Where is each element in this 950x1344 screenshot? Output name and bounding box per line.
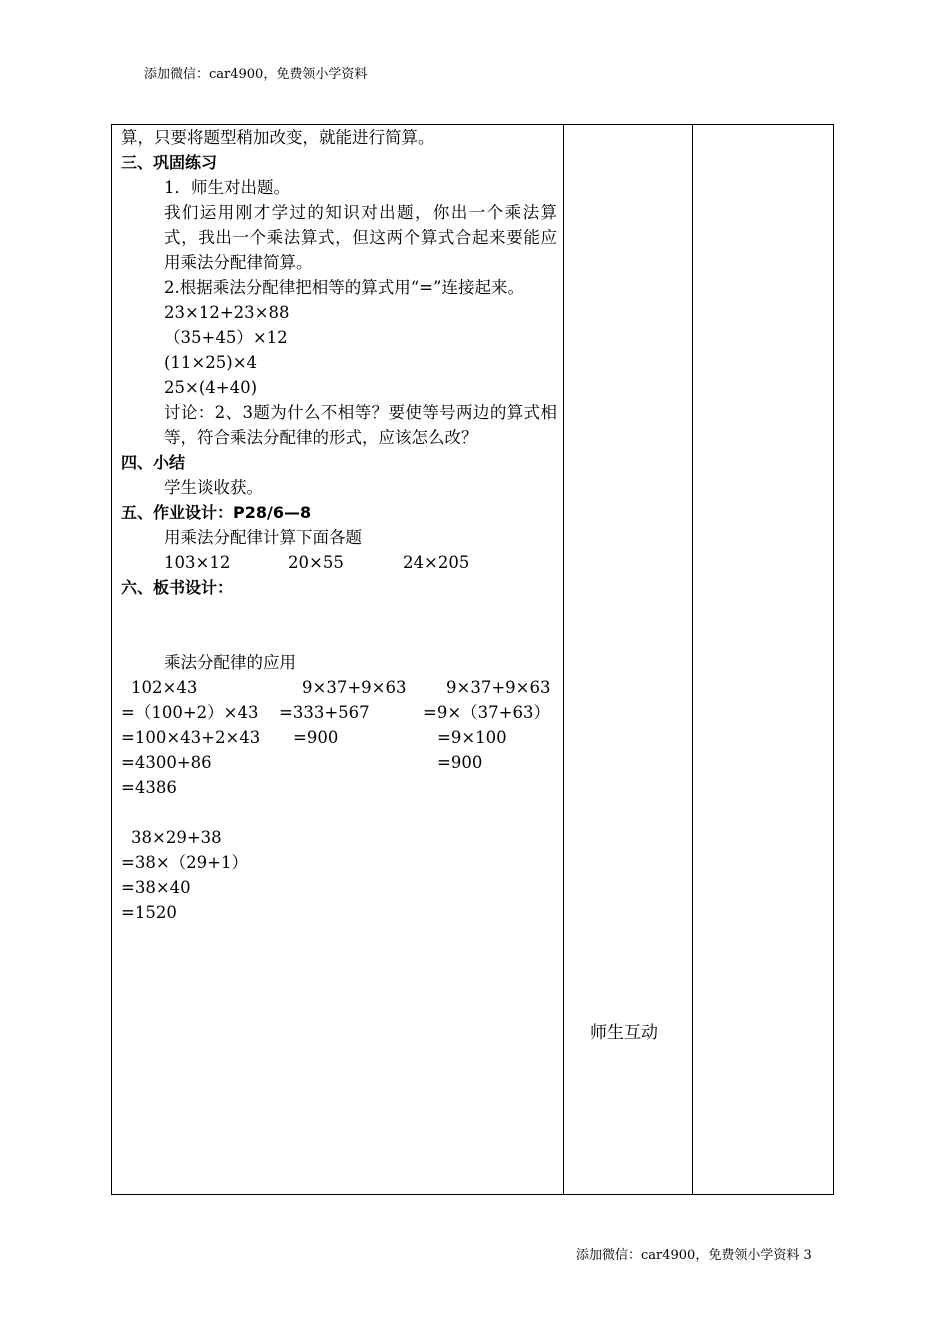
board-cell: =（100+2）×43 [121, 703, 259, 722]
section-heading-board: 六、板书设计： [121, 578, 234, 597]
paragraph: 我们运用刚才学过的知识对出题，你出一个乘法算式，我出一个乘法算式，但这两个算式合起来要能应用乘法分配律简算。 [164, 203, 557, 272]
expression: 25×(4+40) [164, 378, 258, 397]
paragraph: 2.根据乘法分配律把相等的算式用“=”连接起来。 [164, 278, 524, 297]
discussion-paragraph: 讨论：2、3题为什么不相等？要使等号两边的算式相等，符合乘法分配律的形式，应该怎么改？ [164, 403, 557, 447]
board-row [121, 675, 557, 700]
board2-line: 38×29+38 [131, 828, 222, 847]
paragraph: 学生谈收获。 [164, 478, 263, 497]
section-heading-practice: 三、巩固练习 [121, 153, 218, 172]
board2-line: =1520 [121, 903, 177, 922]
homework-item: 103×12 [164, 553, 231, 572]
board-cell: 9×37+9×63 [302, 678, 407, 697]
board-cell: =900 [293, 728, 339, 747]
board-row [121, 725, 557, 750]
board-cell: =100×43+2×43 [121, 728, 261, 747]
side-note: 师生互动 [590, 1023, 658, 1043]
footer-note: 添加微信：car4900，免费领小学资料 3 [576, 1248, 812, 1263]
board-cell: =9×（37+63） [423, 703, 550, 722]
expression: （35+45）×12 [164, 328, 288, 347]
board2-line: =38×（29+1） [121, 853, 248, 872]
homework-row [121, 550, 557, 575]
board-cell: =4300+86 [121, 753, 212, 772]
board-title: 乘法分配律的应用 [164, 653, 296, 672]
board-row [121, 775, 557, 800]
paragraph: 1．师生对出题。 [164, 178, 290, 197]
paragraph: 用乘法分配律计算下面各题 [164, 528, 362, 547]
board-cell: 102×43 [131, 678, 198, 697]
column-divider [563, 125, 564, 1194]
expression: 23×12+23×88 [164, 303, 290, 322]
board-cell: =9×100 [437, 728, 507, 747]
lesson-content-cell [121, 125, 557, 925]
board-row [121, 700, 557, 725]
section-heading-summary: 四、小结 [121, 453, 186, 472]
header-note: 添加微信：car4900，免费领小学资料 [144, 67, 368, 82]
expression: (11×25)×4 [164, 353, 258, 372]
continued-text: 算，只要将题型稍加改变，就能进行简算。 [121, 128, 435, 147]
board-row [121, 750, 557, 775]
board-cell: =333+567 [279, 703, 370, 722]
board2-line: =38×40 [121, 878, 191, 897]
section-heading-homework: 五、作业设计：P28/6—8 [121, 503, 312, 522]
homework-item: 24×205 [403, 553, 470, 572]
lesson-table [111, 124, 834, 1195]
board-cell: 9×37+9×63 [446, 678, 551, 697]
column-divider [692, 125, 693, 1194]
board-cell: =900 [437, 753, 483, 772]
board-cell: =4386 [121, 778, 177, 797]
homework-item: 20×55 [288, 553, 344, 572]
